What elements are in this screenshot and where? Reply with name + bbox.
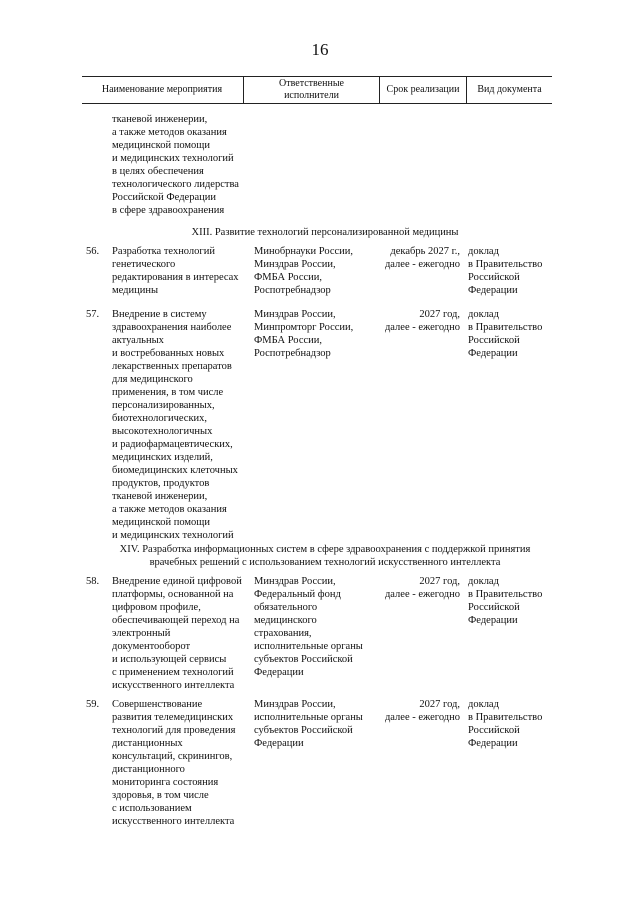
row-number: 58. — [86, 576, 100, 587]
responsible-executors: Минздрав России, исполнительные органы субъектов Российской Федерации — [254, 699, 363, 749]
row-number: 57. — [86, 309, 100, 320]
deadline: 2027 год, далее - ежегодно — [384, 576, 460, 600]
row-number: 56. — [86, 246, 100, 257]
page-number: 16 — [311, 40, 329, 59]
document-type: доклад в Правительство Российской Федерации — [468, 699, 543, 749]
document-type: доклад в Правительство Российской Федерации — [468, 246, 543, 296]
activity-name: Совершенствование развития телемедицинских технологий для проведения дистанционных консультаций, скринингов, дистанционного мониторинга состояния здоровья, в том числе с использованием искусственного интеллекта — [112, 699, 236, 827]
activity-name: Разработка технологий генетического редактирования в интересах медицины — [112, 246, 239, 296]
activity-name: Внедрение единой цифровой платформы, основанной на цифровом профиле, обеспечивающей переход на электронный документооборот и использующей сервисы с применением технологий искусственного интеллекта — [112, 576, 242, 691]
section-title-xiii: XIII. Развитие технологий персонализированной медицины — [191, 227, 459, 238]
row-number: 59. — [86, 699, 100, 710]
section-title-xiv: XIV. Разработка информационных систем в сфере здравоохранения с поддержкой принятия врачебных решений с использованием технологий искусственного интеллекта — [119, 544, 531, 568]
header-document-type: Вид документа — [477, 84, 542, 95]
activity-name: Внедрение в систему здравоохранения наиболее актуальных и востребованных новых лекарственных препаратов для медицинского применения, в том числе персонализированных, биотехнологических, высокотехнологичных и радиофармацевтических, медицинских изделий, биомедицинских клеточных продуктов, продуктов тканевой инженерии, а также методов оказания медицинской помощи и медицинских технологий — [112, 309, 238, 541]
deadline: 2027 год, далее - ежегодно — [384, 699, 460, 723]
document-type: доклад в Правительство Российской Федерации — [468, 309, 543, 359]
responsible-executors: Минздрав России, Минпромторг России, ФМБА России, Роспотребнадзор — [254, 309, 354, 359]
deadline: декабрь 2027 г., далее - ежегодно — [384, 246, 460, 270]
continued-activity-text: тканевой инженерии, а также методов оказания медицинской помощи и медицинских технологий в целях обеспечения технологического лидерства Российской Федерации в сфере здравоохранения — [112, 114, 239, 216]
responsible-executors: Минздрав России, Федеральный фонд обязательного медицинского страхования, исполнительные органы субъектов Российской Федерации — [254, 576, 363, 678]
header-activity-name: Наименование мероприятия — [101, 84, 223, 95]
header-deadline: Срок реализации — [386, 84, 460, 95]
header-responsible: Ответственные исполнители — [279, 78, 344, 101]
table-header-top-rule — [82, 76, 552, 77]
deadline: 2027 год, далее - ежегодно — [384, 309, 460, 333]
document-type: доклад в Правительство Российской Федерации — [468, 576, 543, 626]
table-header-bottom-rule — [82, 103, 552, 104]
responsible-executors: Минобрнауки России, Минздрав России, ФМБА России, Роспотребнадзор — [254, 246, 354, 296]
